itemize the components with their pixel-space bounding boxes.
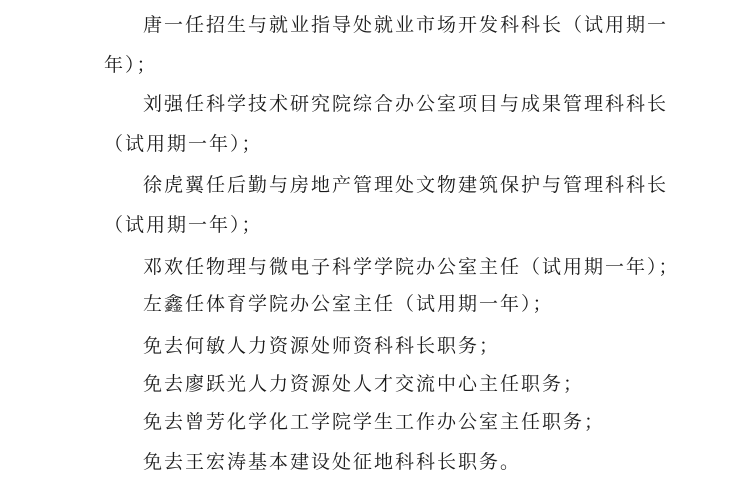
paragraph-6: 免去何敏人力资源处师资科科长职务； bbox=[143, 335, 501, 357]
paragraph-1-line-1: 唐一任招生与就业指导处就业市场开发科科长（试用期一 bbox=[143, 14, 669, 36]
paragraph-8: 免去曾芳化学化工学院学生工作办公室主任职务； bbox=[143, 411, 606, 433]
paragraph-2-line-1: 刘强任科学技术研究院综合办公室项目与成果管理科科长 bbox=[143, 93, 669, 115]
paragraph-5: 左鑫任体育学院办公室主任（试用期一年）； bbox=[143, 293, 554, 315]
paragraph-1-line-2: 年）； bbox=[104, 54, 158, 76]
paragraph-2-line-2: （试用期一年）； bbox=[104, 133, 263, 155]
paragraph-9: 免去王宏涛基本建设处征地科科长职务。 bbox=[143, 451, 522, 473]
paragraph-3-line-1: 徐虎翼任后勤与房地产管理处文物建筑保护与管理科科长 bbox=[143, 174, 669, 196]
paragraph-4: 邓欢任物理与微电子科学学院办公室主任（试用期一年）； bbox=[143, 256, 680, 278]
paragraph-7: 免去廖跃光人力资源处人才交流中心主任职务； bbox=[143, 373, 585, 395]
paragraph-3-line-2: （试用期一年）； bbox=[104, 214, 263, 236]
